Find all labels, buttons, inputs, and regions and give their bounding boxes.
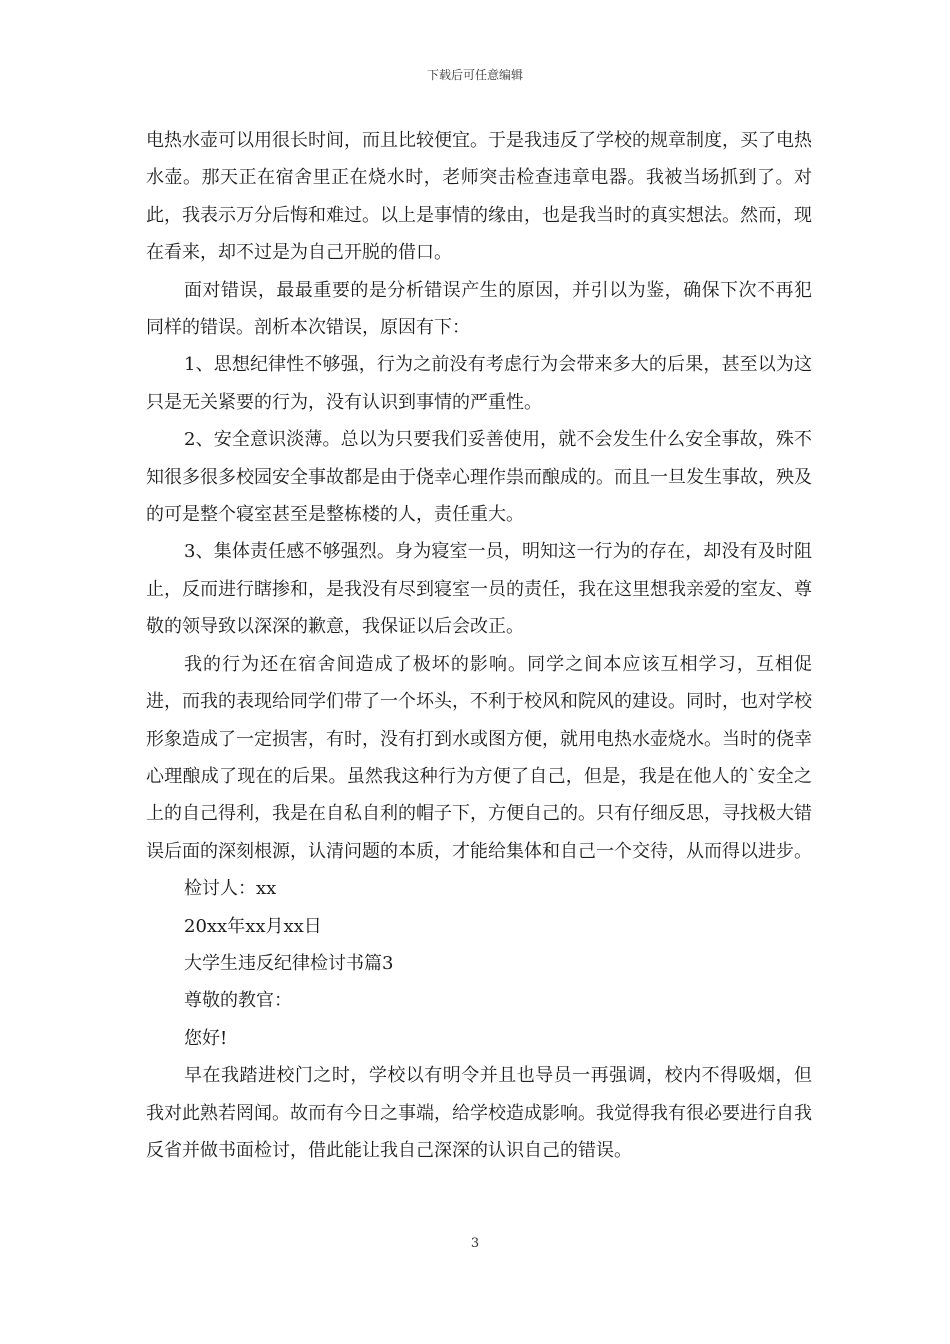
signature-line: 检讨人：xx: [184, 878, 277, 900]
paragraph-continuation: 电热水壶可以用很长时间，而且比较便宜。于是我违反了学校的规章制度，买了电热水壶。那天正在宿舍里正在烧水时，老师突击检查违章电器。我被当场抓到了。对此，我表示万分后悔和难过。以上是事情的缘由，也是我当时的真实想法。然而，现在看来，却不过是为自己开脱的借口。: [146, 130, 812, 264]
date-line: 20xx年xx月xx日: [184, 915, 322, 937]
greeting: 您好!: [184, 1027, 228, 1049]
section-title: 大学生违反纪律检讨书篇3: [184, 952, 394, 974]
paragraph-analysis-intro: 面对错误，最最重要的是分析错误产生的原因，并引以为鉴，确保下次不再犯同样的错误。剖析本次错误，原因有下：: [146, 279, 812, 339]
page-number: 3: [470, 1236, 480, 1251]
paragraph-reason-1: 1、思想纪律性不够强，行为之前没有考虑行为会带来多大的后果，甚至以为这只是无关紧要的行为，没有认识到事情的严重性。: [146, 354, 812, 413]
paragraph-reason-3: 3、集体责任感不够强烈。身为寝室一员，明知这一行为的存在，却没有及时阻止，反而进行瞎掺和，是我没有尽到寝室一员的责任，我在这里想我亲爱的室友、尊敬的领导致以深深的歉意，我保证以后会改正。: [146, 541, 812, 638]
paragraph-reason-2: 2、安全意识淡薄。总以为只要我们妥善使用，就不会发生什么安全事故，殊不知很多很多校园安全事故都是由于侥幸心理作祟而酿成的。而且一旦发生事故，殃及的可是整个寝室甚至是整栋楼的人，责任重大。: [146, 429, 812, 526]
paragraph-impact: 我的行为还在宿舍间造成了极坏的影响。同学之间本应该互相学习，互相促进，而我的表现给同学们带了一个坏头，不利于校风和院风的建设。同时，也对学校形象造成了一定损害，有时，没有打到水或图方便，就用电热水壶烧水。当时的侥幸心理酿成了现在的后果。虽然我这种行为方便了自己，但是，我是在他人的`安全之上的自己得利，我是在自私自利的帽子下，方便自己的。只有仔细反思，寻找极大错误后面的深刻根源，认清问题的本质，才能给集体和自己一个交待，从而得以进步。: [146, 653, 812, 862]
paragraph-opening: 早在我踏进校门之时，学校以有明令并且也导员一再强调，校内不得吸烟，但我对此熟若罔闻。故而有今日之事端，给学校造成影响。我觉得我有很必要进行自我反省并做书面检讨，借此能让我自己深深的认识自己的错误。: [146, 1065, 812, 1161]
salutation: 尊敬的教官：: [184, 990, 292, 1012]
document-body: [146, 122, 812, 1169]
page-header: 下载后可任意编辑: [426, 68, 523, 82]
